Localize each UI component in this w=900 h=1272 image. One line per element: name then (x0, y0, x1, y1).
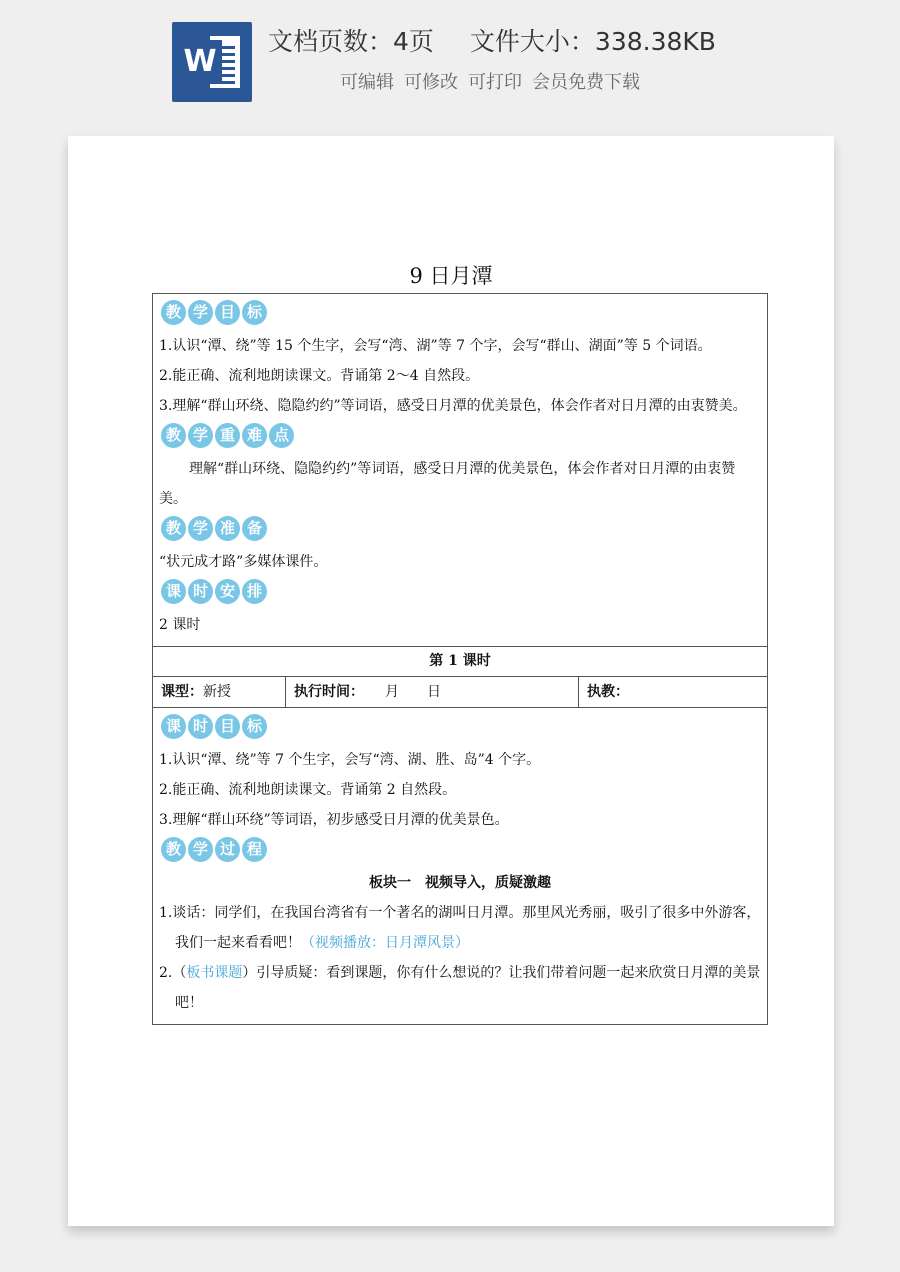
schedule-text: 2 课时 (159, 617, 201, 633)
board-note: 板书课题 (186, 965, 243, 981)
block-title: 板块一 视频导入，质疑激趣 (369, 875, 551, 891)
process-step: 2.（板书课题）引导质疑：看到课题，你有什么想说的？让我们带着问题一起来欣赏日月潭的美景吧！ (159, 965, 761, 1011)
feature-item: 可打印 (468, 72, 522, 93)
lesson-goal-item: 2.能正确、流利地朗读课文。背诵第 2 自然段。 (159, 782, 457, 798)
process-step: 1.谈话：同学们，在我国台湾省有一个著名的湖叫日月潭。那里风光秀丽，吸引了很多中外游客，我们一起来看看吧！（视频播放：日月潭风景） (159, 905, 761, 951)
teacher-cell: 执教： (587, 684, 629, 700)
lesson-goal-item: 3.理解“群山环绕”等词语，初步感受日月潭的优美景色。 (159, 812, 509, 828)
document-title: 9 日月潭 (409, 264, 493, 288)
document-page (68, 136, 834, 1226)
page-count: 文档页数：4页 (268, 27, 434, 56)
lesson-detail-section (153, 707, 767, 1024)
section-badge-teaching-goals: 教 学 目 标 (161, 300, 761, 325)
feature-item: 可编辑 (340, 72, 394, 93)
lesson-title: 第 1 课时 (153, 646, 767, 676)
lesson-plan-table (152, 293, 768, 1025)
exec-time-cell: 执行时间： 月 日 (286, 677, 579, 707)
section-badge-process: 教 学 过 程 (161, 837, 761, 862)
overview-section (153, 294, 767, 646)
section-badge-lesson-goals: 课 时 目 标 (161, 714, 761, 739)
goal-item: 1.认识“潭、绕”等 15 个生字，会写“湾、湖”等 7 个字，会写“群山、湖面”等 5 个词语。 (159, 338, 712, 354)
preparation-text: “状元成才路”多媒体课件。 (159, 554, 328, 570)
word-doc-icon (172, 22, 252, 102)
lesson-type-cell: 课型：新授 (153, 677, 286, 707)
section-badge-preparation: 教 学 准 备 (161, 516, 761, 541)
feature-list (340, 68, 650, 94)
section-badge-schedule: 课 时 安 排 (161, 579, 761, 604)
word-logo-letter: W (178, 40, 222, 84)
file-size: 文件大小：338.38KB (469, 27, 716, 56)
goal-item: 2.能正确、流利地朗读课文。背诵第 2～4 自然段。 (159, 368, 480, 384)
feature-item: 会员免费下载 (532, 72, 640, 93)
feature-item: 可修改 (404, 72, 458, 93)
download-header (0, 0, 900, 120)
key-points-text: 理解“群山环绕、隐隐约约”等词语，感受日月潭的优美景色，体会作者对日月潭的由衷赞美。 (159, 461, 736, 507)
lesson-goal-item: 1.认识“潭、绕”等 7 个生字，会写“湾、湖、胜、岛”4 个字。 (159, 752, 541, 768)
lesson-info-row (153, 676, 767, 707)
section-badge-key-points: 教 学 重 难 点 (161, 423, 761, 448)
goal-item: 3.理解“群山环绕、隐隐约约”等词语，感受日月潭的优美景色，体会作者对日月潭的由衷赞美。 (159, 398, 747, 414)
file-meta (268, 22, 752, 58)
video-note: （视频播放：日月潭风景） (301, 935, 469, 951)
